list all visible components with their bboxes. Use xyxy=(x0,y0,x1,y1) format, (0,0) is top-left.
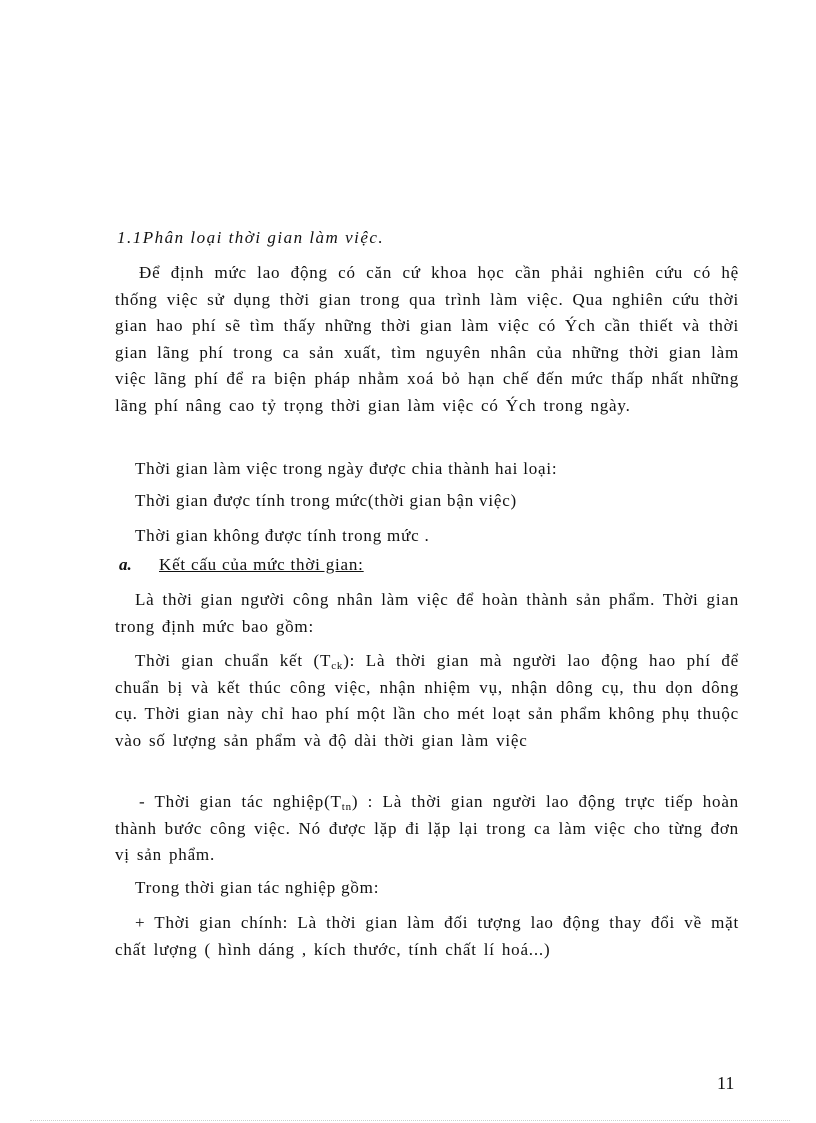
prep-text-end: ): Là thời gian mà người lao động hao phí để chuẩn bị và kết thúc công việc, nhận nhiệm vụ, nhận dông cụ, thu dọn dông cụ. Thời gian này chỉ hao phí một lần cho mét loạt sản phẩm không phụ thuộc vào số lượng sản phẩm và độ dài thời gian làm việc xyxy=(115,651,739,750)
page-divider xyxy=(30,1120,790,1121)
prep-subscript: ck xyxy=(331,660,344,672)
paragraph-intro: Để định mức lao động có căn cứ khoa học cần phải nghiên cứu có hệ thống việc sử dụng thời gian trong qua trình làm việc. Qua nghiên cứu thời gian hao phí sẽ tìm thấy những thời gian làm việc có Ých cần thiết và thời gian lãng phí trong ca sản xuất, tìm nguyên nhân của những thời gian làm việc lãng phí để ra biện pháp nhằm xoá bỏ hạn chế đến mức thấp nhất những lãng phí nâng cao tỷ trọng thời gian làm việc có Ých trong ngày. xyxy=(115,263,739,415)
paragraph-definition: Là thời gian người công nhân làm việc để hoàn thành sản phẩm. Thời gian trong định mức bao gồm: xyxy=(115,590,739,636)
paragraph-operation-includes: Trong thời gian tác nghiệp gồm: xyxy=(135,878,380,897)
page-number: 11 xyxy=(717,1073,735,1093)
subsection-label: a. xyxy=(119,555,132,574)
paragraph-counted-time: Thời gian được tính trong mức(thời gian bận việc) xyxy=(135,491,518,510)
paragraph-uncounted-time: Thời gian không được tính trong mức . xyxy=(135,526,430,545)
section-heading xyxy=(117,228,384,248)
heading-title: Phân loại thời gian làm việc. xyxy=(142,228,385,247)
paragraph-preparation-time xyxy=(115,648,739,754)
subsection-title: Kết cấu của mức thời gian: xyxy=(159,555,364,574)
oper-subscript: tn xyxy=(341,801,352,813)
paragraph-types: Thời gian làm việc trong ngày được chia thành hai loại: xyxy=(135,459,558,478)
oper-text-end: ) : Là thời gian người lao động trực tiếp hoàn thành bước công việc. Nó được lặp đi lặp lại trong ca làm việc cho từng đơn vị sản phẩm. xyxy=(115,792,739,864)
oper-text-start: - Thời gian tác nghiệp(T xyxy=(139,792,342,811)
subsection-heading xyxy=(119,555,364,575)
heading-number: 1.1 xyxy=(117,228,143,247)
paragraph-operation-time xyxy=(115,789,739,869)
prep-text-start: Thời gian chuẩn kết (T xyxy=(135,651,332,670)
paragraph-main-time: + Thời gian chính: Là thời gian làm đối tượng lao động thay đổi về mặt chất lượng ( hình dáng , kích thước, tính chất lí hoá...) xyxy=(115,913,739,959)
